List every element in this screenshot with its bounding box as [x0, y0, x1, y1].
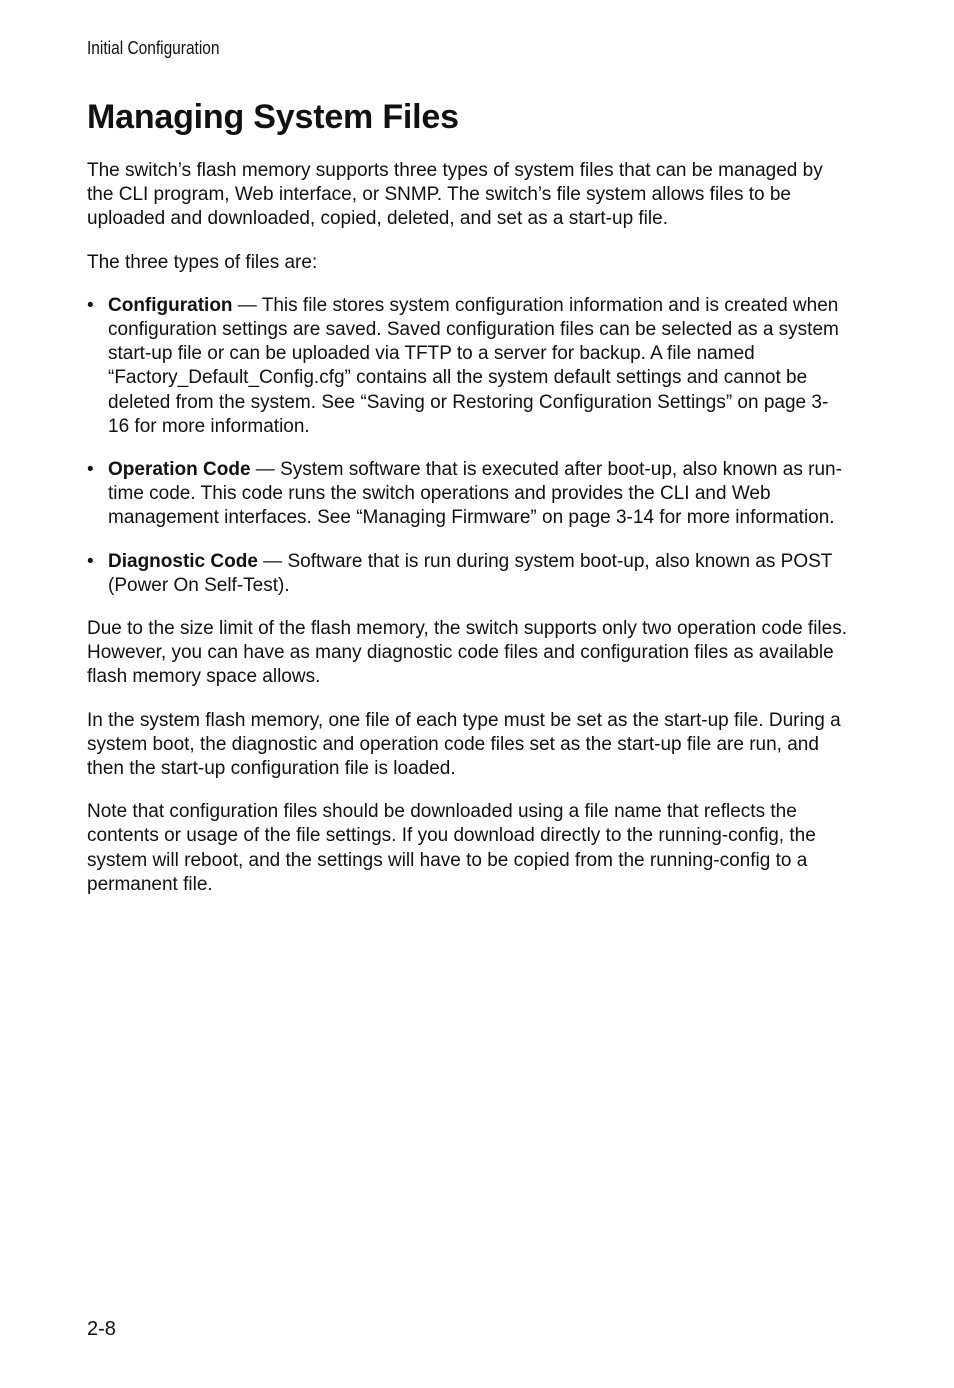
running-header: Initial Configuration [87, 38, 220, 58]
term-configuration: Configuration [108, 294, 233, 316]
description-operation-code: — System software that is executed after boot-up, also known as run-time code. This code runs the switch operations and provides the CLI and Web management interfaces. See “Managing Firmware” on page 3-14 for more information. [108, 459, 842, 529]
intro-paragraph: The switch’s flash memory supports three types of system files that can be managed by the CLI program, Web interface, or SNMP. The switch’s file system allows files to be uploaded and downloaded, copied, deleted, and set as a start-up file. [87, 160, 823, 230]
description-diagnostic-code: — Software that is run during system boot-up, also known as POST (Power On Self-Test). [108, 550, 833, 596]
bullet-glyph: • [87, 294, 94, 316]
term-diagnostic-code: Diagnostic Code [108, 550, 258, 572]
bullet-glyph: • [87, 550, 94, 572]
list-item-configuration [87, 294, 847, 439]
list-item-diagnostic-code [87, 550, 847, 598]
file-types-list [87, 294, 847, 598]
startup-file-paragraph: In the system flash memory, one file of each type must be set as the start-up file. During a system boot, the diagnostic and operation code files set as the start-up file are run, and then the start-up configuration file is loaded. [87, 709, 841, 780]
page-content [87, 98, 847, 916]
description-configuration: — This file stores system configuration information and is created when configuration settings are saved. Saved configuration files can be selected as a system start-up file or can be uploaded via TFTP to a server for backup. A file named “Factory_Default_Config.cfg” contains all the system default settings and cannot be deleted from the system. See “Saving or Restoring Configuration Settings” on page 3-16 for more information. [108, 294, 839, 437]
term-operation-code: Operation Code [108, 459, 251, 481]
list-item-operation-code [87, 458, 847, 531]
page-number: 2-8 [87, 1318, 116, 1340]
download-note-paragraph: Note that configuration files should be downloaded using a file name that reflects the contents or usage of the file settings. If you download directly to the running-config, the system will reboot, and the settings will have to be copied from the running-config to a permanent file. [87, 801, 816, 895]
page-title: Managing System Files [87, 98, 459, 136]
flash-limits-paragraph: Due to the size limit of the flash memory, the switch supports only two operation code files. However, you can have as many diagnostic code files and configuration files as available flash memory space allows. [87, 618, 847, 688]
file-types-lead: The three types of files are: [87, 251, 318, 273]
bullet-glyph: • [87, 459, 94, 481]
